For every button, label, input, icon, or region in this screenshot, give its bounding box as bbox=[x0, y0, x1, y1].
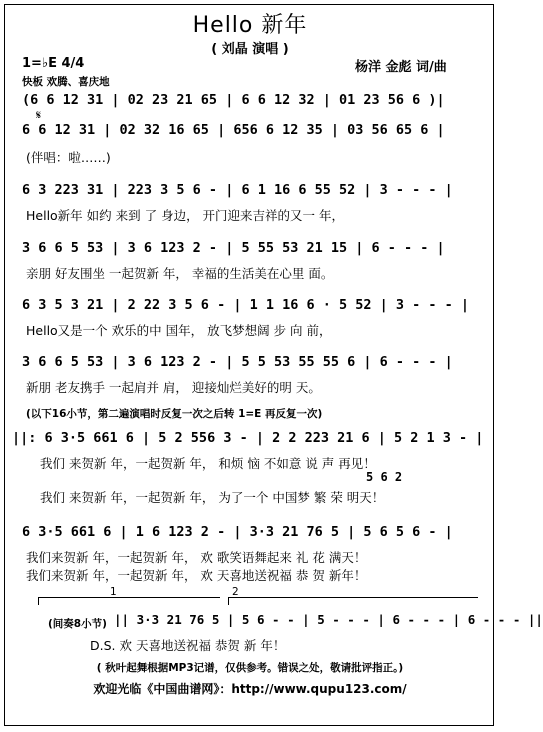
verse-notes-2: 3 6 6 5 53 | 3 6 123 2 - | 5 55 53 21 15 | 6 - - - | bbox=[22, 240, 445, 256]
volta-2-bracket bbox=[228, 597, 478, 598]
segno-icon: 𝄋 bbox=[36, 108, 42, 122]
composer-credit: 杨洋 金彪 词/曲 bbox=[355, 60, 447, 75]
chorus-lyric-3: 我们来贺新 年，一起贺新 年， 欢 歌笑语舞起来 礼 花 满天！ bbox=[26, 550, 367, 565]
volta-2-edge bbox=[228, 597, 229, 605]
volta-1-bracket bbox=[38, 597, 220, 598]
tempo-marking: 快板 欢腾、喜庆地 bbox=[22, 76, 110, 88]
volta-1-edge bbox=[38, 597, 39, 605]
volta-1-label: 1 bbox=[110, 586, 117, 598]
interlude-label: (间奏8小节) bbox=[48, 618, 107, 630]
chorus-lyric-2: 我们 来贺新 年，一起贺新 年， 为了一个 中国梦 繁 荣 明天！ bbox=[40, 490, 385, 505]
transcription-note: ( 秋叶起舞根据MP3记谱，仅供参考。错误之处，敬请批评指正。) bbox=[96, 662, 404, 674]
verse-lyric-2: 亲朋 好友围坐 一起贺新 年， 幸福的生活美在心里 面。 bbox=[26, 266, 334, 281]
verse-notes-3: 6 3 5 3 21 | 2 22 3 5 6 - | 1 1 16 6 · 5 52 | 3 - - - | bbox=[22, 297, 470, 313]
site-credit: 欢迎光临《中国曲谱网》：http://www.qupu123.com/ bbox=[93, 682, 407, 696]
verse-lyric-1: Hello新年 如约 来到 了 身边， 开门迎来吉祥的又一 年， bbox=[26, 208, 345, 223]
chorus-notes-1: ||: 6 3·5 661 6 | 5 2 556 3 - | 2 2 223 21 6 | 5 2 1 3 - | bbox=[12, 430, 484, 446]
volta-2-label: 2 bbox=[232, 586, 239, 598]
repeat-instruction: (以下16小节，第二遍演唱时反复一次之后转 1=E 再反复一次) bbox=[26, 408, 323, 420]
chorus-lyric-1: 我们 来贺新 年，一起贺新 年， 和烦 恼 不如意 说 声 再见！ bbox=[40, 456, 376, 471]
verse-lyric-4: 新朋 老友携手 一起肩并 肩， 迎接灿烂美好的明 天。 bbox=[26, 380, 321, 395]
chorus-alt-notes: 5 6 2 bbox=[366, 470, 403, 484]
ending-lyric: D.S. 欢 天喜地送祝福 恭贺 新 年！ bbox=[90, 638, 286, 653]
chorus-lyric-4: 我们来贺新 年，一起贺新 年， 欢 天喜地送祝福 恭 贺 新年！ bbox=[26, 568, 367, 583]
intro-line-2: 6 6 12 31 | 02 32 16 65 | 656 6 12 35 | 03 56 65 6 | bbox=[22, 122, 445, 138]
ending-notes: || 3·3 21 76 5 | 5 6 - - | 5 - - - | 6 - - - | 6 - - - || bbox=[114, 612, 543, 627]
chorus-notes-2: 6 3·5 661 6 | 1 6 123 2 - | 3·3 21 76 5 | 5 6 5 6 - | bbox=[22, 524, 453, 540]
verse-lyric-3: Hello又是一个 欢乐的中 国年， 放飞梦想阔 步 向 前， bbox=[26, 323, 332, 338]
intro-line-1: (6 6 12 31 | 02 23 21 65 | 6 6 12 32 | 01 23 56 6 )| bbox=[22, 92, 445, 108]
key-signature: 1=♭E 4/4 bbox=[22, 56, 85, 71]
song-title: Hello 新年 bbox=[192, 13, 308, 38]
singer-credit: ( 刘晶 演唱 ) bbox=[211, 42, 289, 57]
verse-notes-4: 3 6 6 5 53 | 3 6 123 2 - | 5 5 53 55 55 6 | 6 - - - | bbox=[22, 354, 453, 370]
verse-notes-1: 6 3 223 31 | 223 3 5 6 - | 6 1 16 6 55 52 | 3 - - - | bbox=[22, 182, 453, 198]
intro-aside: (伴唱：啦……) bbox=[26, 150, 111, 165]
